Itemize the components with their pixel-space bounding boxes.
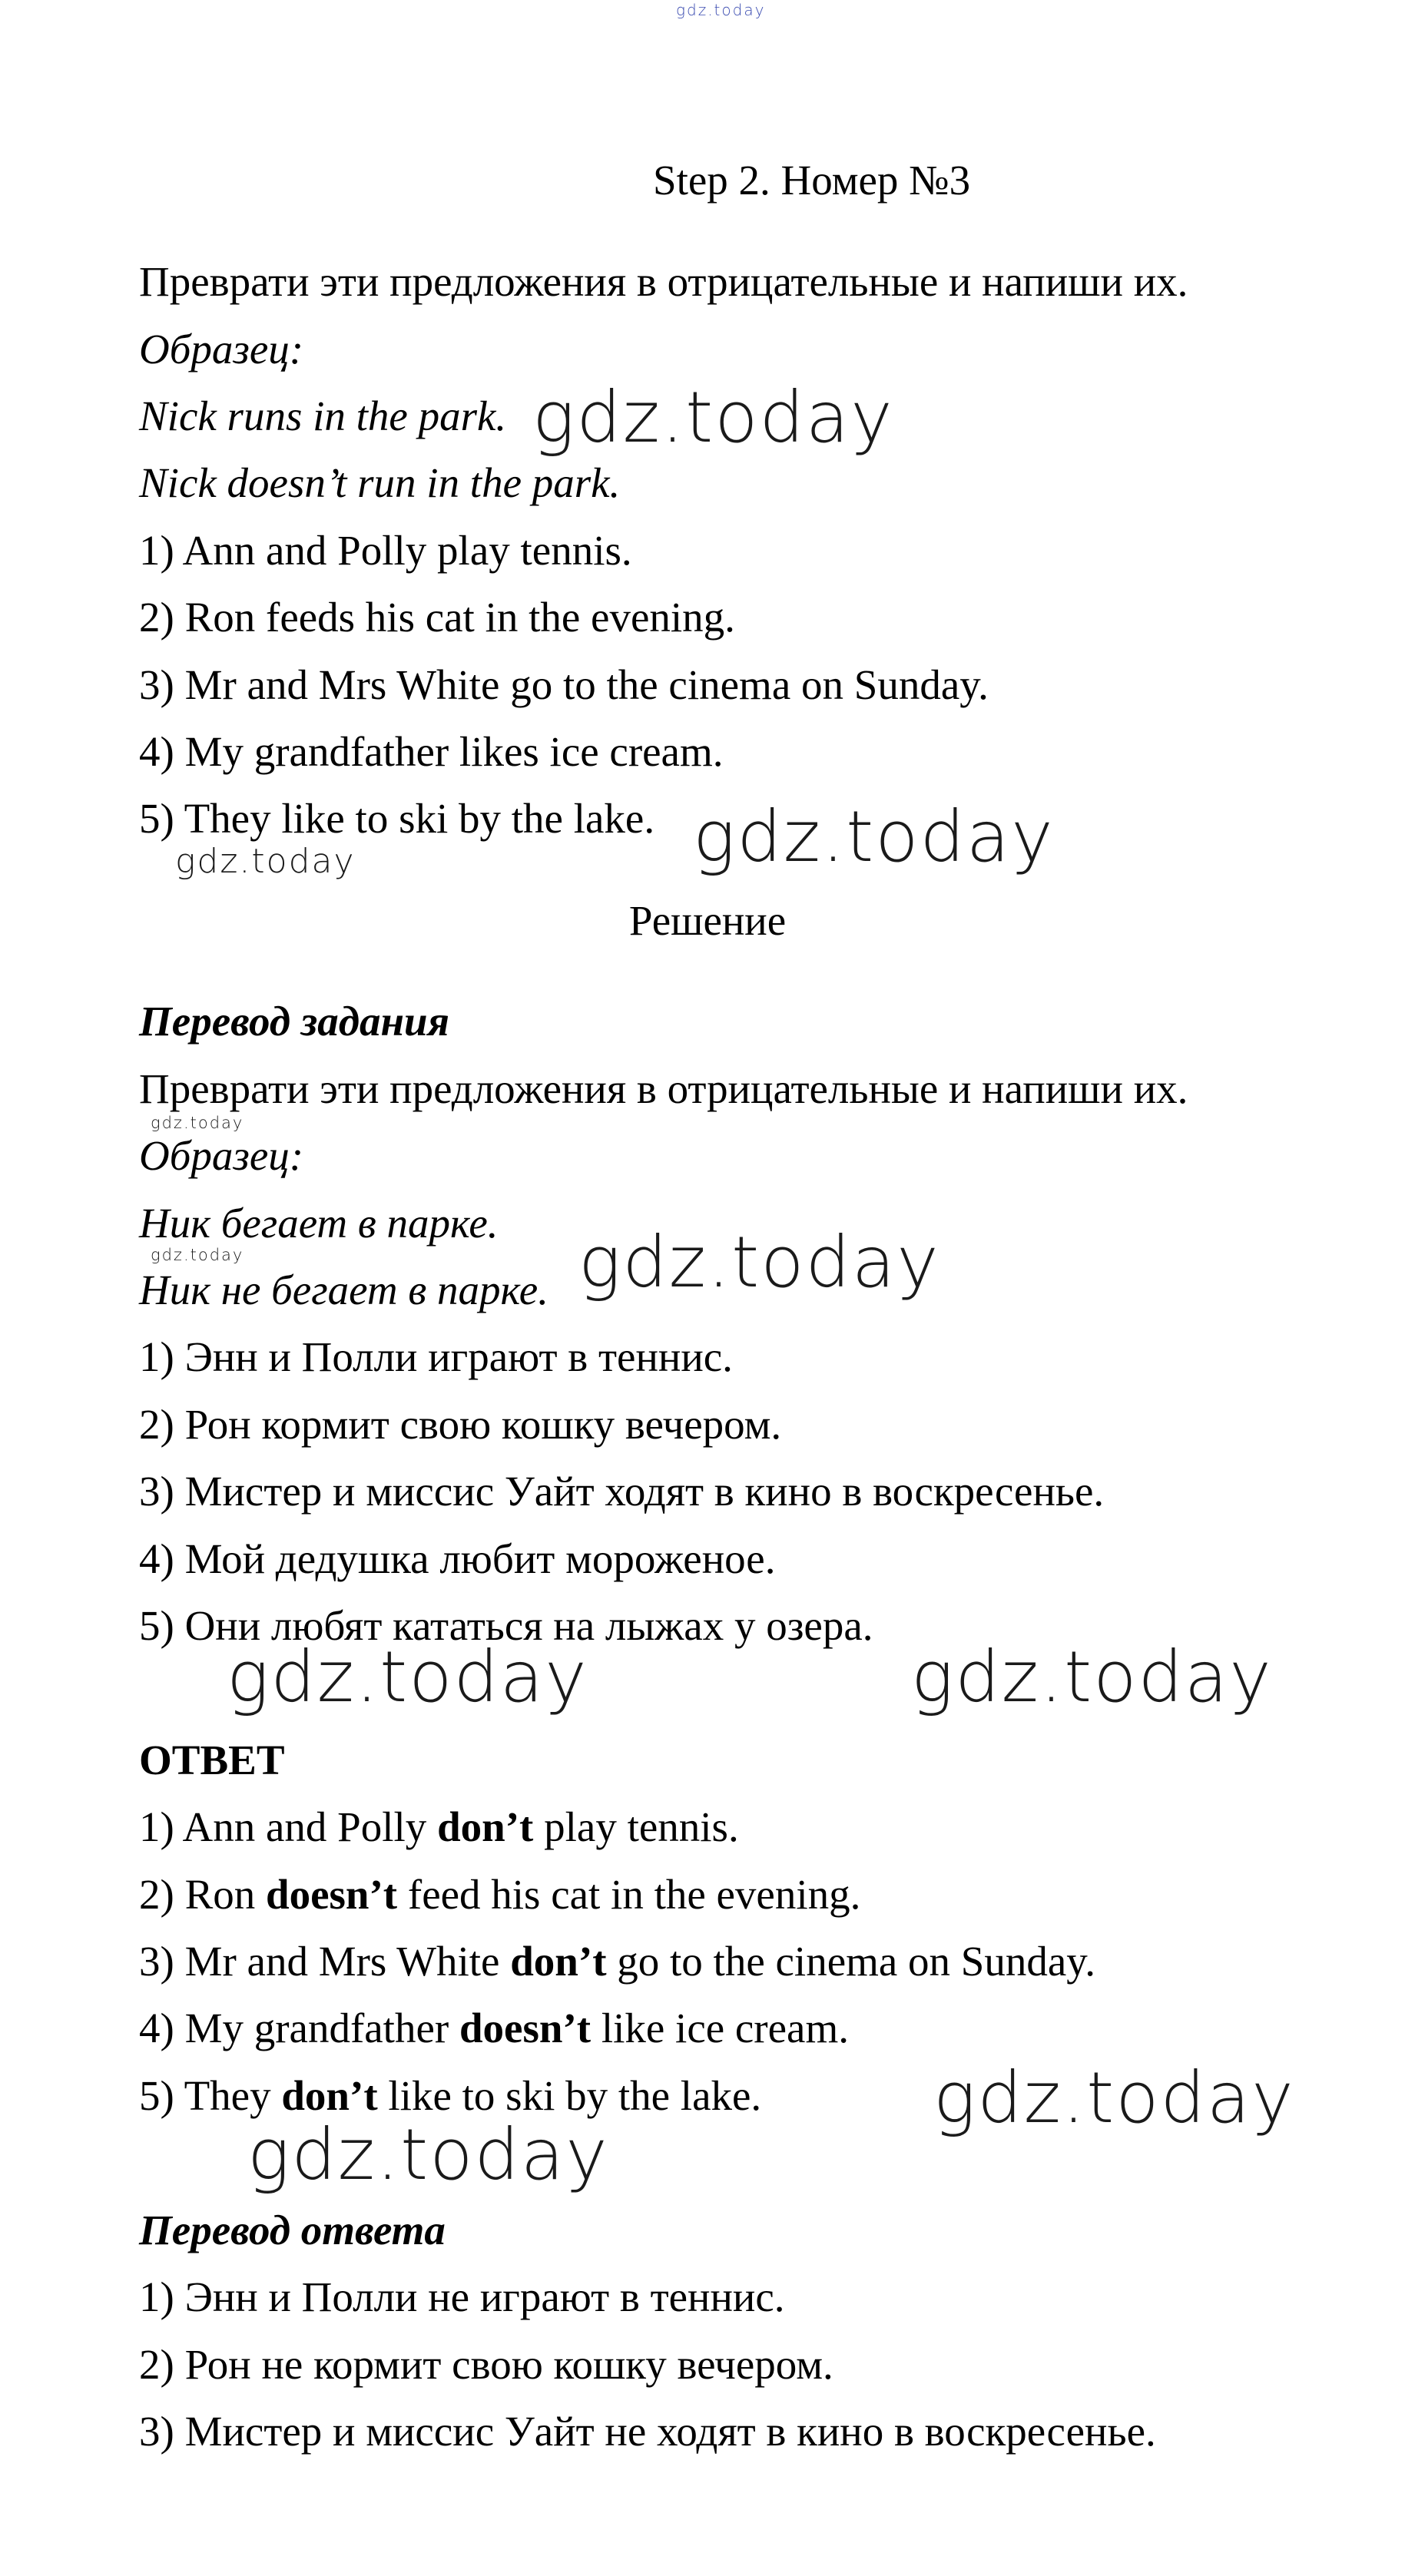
answer-item-1-after: play tennis. [533,1803,739,1850]
watermark: gdz.today [175,842,356,881]
task-sample-label: Образец: [139,326,304,372]
watermark: gdz.today [151,1114,244,1132]
solution-label: Решение [628,897,787,944]
translation-instruction: Преврати эти предложения в отрицательные и напиши их. [139,1065,1188,1112]
answer-item-1-before: 1) Ann and Polly [139,1803,438,1850]
answer-item-1-negation: don’t [437,1803,534,1850]
answer-item-2-negation: doesn’t [266,1871,398,1918]
watermark: gdz.today [933,2057,1295,2139]
answer-item-4 [139,2004,849,2053]
page-title: Step 2. Номер №3 [653,157,971,204]
answer-translation-item-2: 2) Рон не кормит свою кошку вечером. [139,2341,833,2388]
watermark: gdz.today [532,376,894,459]
watermark: gdz.today [227,1636,588,1718]
translation-item-5: 5) Они любят кататься на лыжах у озера. [139,1602,873,1649]
task-sample-1: Nick runs in the park. [139,392,507,439]
task-instruction: Преврати эти предложения в отрицательные и напиши их. [139,258,1188,305]
answer-item-5-after: like to ski by the lake. [377,2072,762,2119]
task-item-3: 3) Mr and Mrs White go to the cinema on Sunday. [139,661,989,708]
translation-item-4: 4) Мой дедушка любит мороженое. [139,1535,776,1582]
translation-heading: Перевод задания [139,998,449,1045]
watermark: gdz.today [693,796,1055,878]
watermark: gdz.today [578,1221,940,1303]
task-item-2: 2) Ron feeds his cat in the evening. [139,594,735,641]
translation-item-3: 3) Мистер и миссис Уайт ходят в кино в воскресенье. [139,1468,1105,1515]
translation-sample-2: Ник не бегает в парке. [139,1266,548,1313]
answer-translation-item-3: 3) Мистер и миссис Уайт не ходят в кино в воскресенье. [139,2408,1156,2455]
answer-heading: ОТВЕТ [139,1737,285,1783]
answer-item-3-before: 3) Mr and Mrs White [139,1938,511,1985]
translation-item-2: 2) Рон кормит свою кошку вечером. [139,1401,782,1448]
answer-item-5-before: 5) They [139,2072,282,2119]
task-item-1: 1) Ann and Polly play tennis. [139,527,632,574]
answer-item-2-before: 2) Ron [139,1871,266,1918]
watermark: gdz.today [911,1636,1273,1718]
answer-item-5-negation: don’t [281,2072,378,2119]
watermark: gdz.today [247,2114,609,2196]
answer-translation-item-1: 1) Энн и Полли не играют в теннис. [139,2273,785,2320]
task-item-5: 5) They like to ski by the lake. [139,795,655,842]
answer-item-3 [139,1937,1095,1986]
translation-sample-label: Образец: [139,1132,304,1179]
answer-item-4-after: like ice cream. [591,2005,849,2051]
answer-item-3-negation: don’t [510,1938,607,1985]
answer-item-4-negation: doesn’t [459,2005,592,2051]
answer-item-3-after: go to the cinema on Sunday. [606,1938,1095,1985]
task-sample-2: Nick doesn’t run in the park. [139,459,621,506]
watermark: gdz.today [151,1246,244,1264]
task-item-4: 4) My grandfather likes ice cream. [139,728,724,775]
translation-item-1: 1) Энн и Полли играют в теннис. [139,1333,733,1380]
answer-item-4-before: 4) My grandfather [139,2005,459,2051]
answer-item-2 [139,1870,860,1919]
answer-item-1 [139,1803,739,1852]
translation-sample-1: Ник бегает в парке. [139,1200,499,1247]
answer-item-2-after: feed his cat in the evening. [397,1871,861,1918]
header-watermark: gdz.today [676,1,766,19]
answer-translation-heading: Перевод ответа [139,2207,446,2253]
